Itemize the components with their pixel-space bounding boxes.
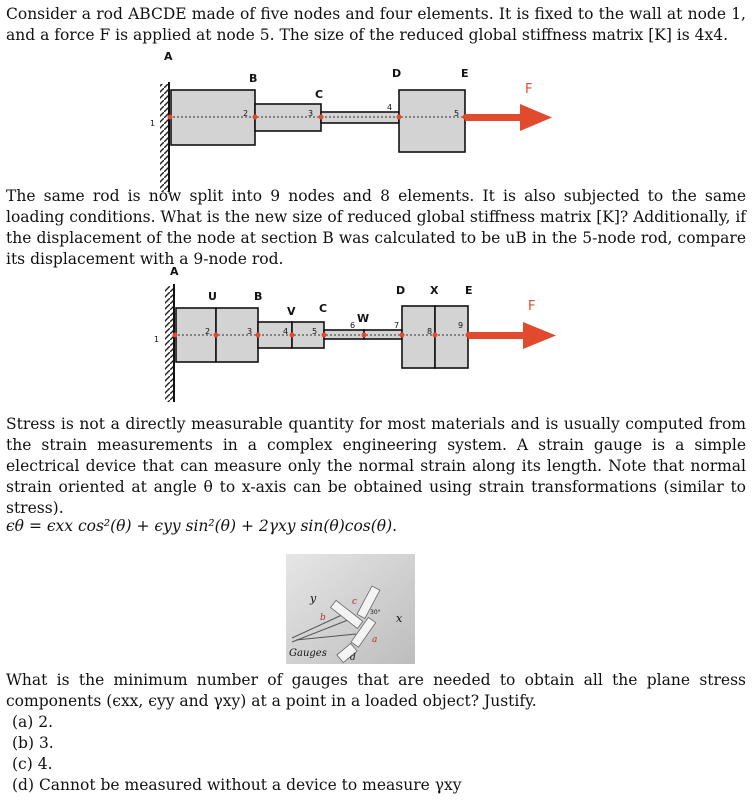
node-number: 1 <box>150 119 156 128</box>
node-number: 5 <box>454 109 460 118</box>
section-label-b: B <box>249 72 258 85</box>
wall-hatch <box>160 84 169 192</box>
node-number: 1 <box>154 335 160 344</box>
gauge-label-c: c <box>352 597 358 607</box>
section-label-b: B <box>254 290 263 303</box>
question-4-text: What is the minimum number of gauges that are needed to obtain all the plane stress components (ϵxx, ϵyy and γxy) at a point in a loaded object? Justify. <box>6 671 746 710</box>
node-number: 8 <box>427 327 433 336</box>
question-3-text: Stress is not a directly measurable quantity for most materials and is usually computed from the strain measurements in a complex engineering system. A strain gauge is a simple electrical device that can measure only the normal strain along its length. Note that normal strain oriented at angle θ to x-axis can be obtained using strain transformations (similar to stress). <box>6 415 746 517</box>
section-label-e: E <box>465 284 473 297</box>
force-arrow-head <box>523 322 556 349</box>
section-label-a: A <box>164 50 173 63</box>
section-label-d: D <box>396 284 406 297</box>
section-label-v: V <box>287 305 296 318</box>
question-1-text: Consider a rod ABCDE made of five nodes and four elements. It is fixed to the wall at node 1, and a force F is applied at node 5. The size of the reduced global stiffness matrix [K] is 4x4. <box>6 5 746 44</box>
element-8-block <box>435 306 468 368</box>
node-dot <box>397 115 402 120</box>
strain-equation: ϵθ = ϵxx cos²(θ) + ϵyy sin²(θ) + 2γxy sin(θ)cos(θ). <box>6 517 398 535</box>
rod-nine-node-figure <box>140 262 580 410</box>
gauge-label-d: d <box>350 653 356 663</box>
node-number: 4 <box>387 103 393 112</box>
element-4-block <box>399 90 465 152</box>
node-dot <box>168 115 173 120</box>
section-label-a: A <box>170 265 179 278</box>
node-number: 9 <box>458 321 464 330</box>
node-number: 7 <box>394 321 400 330</box>
section-label-d: D <box>392 67 402 80</box>
section-label-c: C <box>315 88 324 101</box>
question-2-text: The same rod is now split into 9 nodes and 8 elements. It is also subjected to the same loading conditions. What is the new size of reduced global stiffness matrix [K]? Additionally, if the displacement of the node at section B was calculated to be uB in the 5-node rod, compare its displacement with a 9-node rod. <box>6 187 747 268</box>
node-number: 2 <box>205 327 211 336</box>
section-label-x: X <box>430 284 439 297</box>
node-number: 6 <box>350 321 356 330</box>
node-dot <box>463 115 468 120</box>
strain-gauge-figure <box>286 554 415 664</box>
node-dot <box>256 333 261 338</box>
section-label-u: U <box>208 290 217 303</box>
axis-x-label: x <box>396 612 403 625</box>
node-number: 5 <box>312 327 318 336</box>
wall-hatch <box>165 286 174 402</box>
node-dot <box>173 333 178 338</box>
node-dot <box>290 333 295 338</box>
section-label-w: W <box>357 312 370 325</box>
option-a: (a) 2. <box>12 713 54 731</box>
node-dot <box>433 333 438 338</box>
force-arrow-shaft <box>465 114 525 121</box>
force-arrow-head <box>520 104 552 131</box>
node-dot <box>253 115 258 120</box>
option-d: (d) Cannot be measured without a device to measure γxy <box>12 776 462 794</box>
section-label-e: E <box>461 67 469 80</box>
node-number: 4 <box>283 327 289 336</box>
rod-five-node-figure <box>140 46 580 192</box>
node-dot <box>322 333 327 338</box>
section-label-c: C <box>319 302 328 315</box>
node-number: 3 <box>247 327 253 336</box>
element-3-block <box>321 112 399 123</box>
axis-y-label: y <box>310 592 317 605</box>
gauge-label-a: a <box>372 635 378 645</box>
node-dot <box>319 115 324 120</box>
gauge-label-b: b <box>320 613 326 623</box>
force-label: F <box>525 82 533 97</box>
node-dot <box>362 333 367 338</box>
force-arrow-shaft <box>468 332 528 339</box>
force-label: F <box>528 299 536 314</box>
element-7-block <box>402 306 435 368</box>
option-b: (b) 3. <box>12 734 54 752</box>
option-c: (c) 4. <box>12 755 53 773</box>
node-dot <box>214 333 219 338</box>
angle-label: 30° <box>370 609 381 616</box>
gauges-caption: Gauges <box>289 648 327 659</box>
node-number: 3 <box>308 109 314 118</box>
node-dot <box>466 333 471 338</box>
node-dot <box>400 333 405 338</box>
node-number: 2 <box>243 109 249 118</box>
